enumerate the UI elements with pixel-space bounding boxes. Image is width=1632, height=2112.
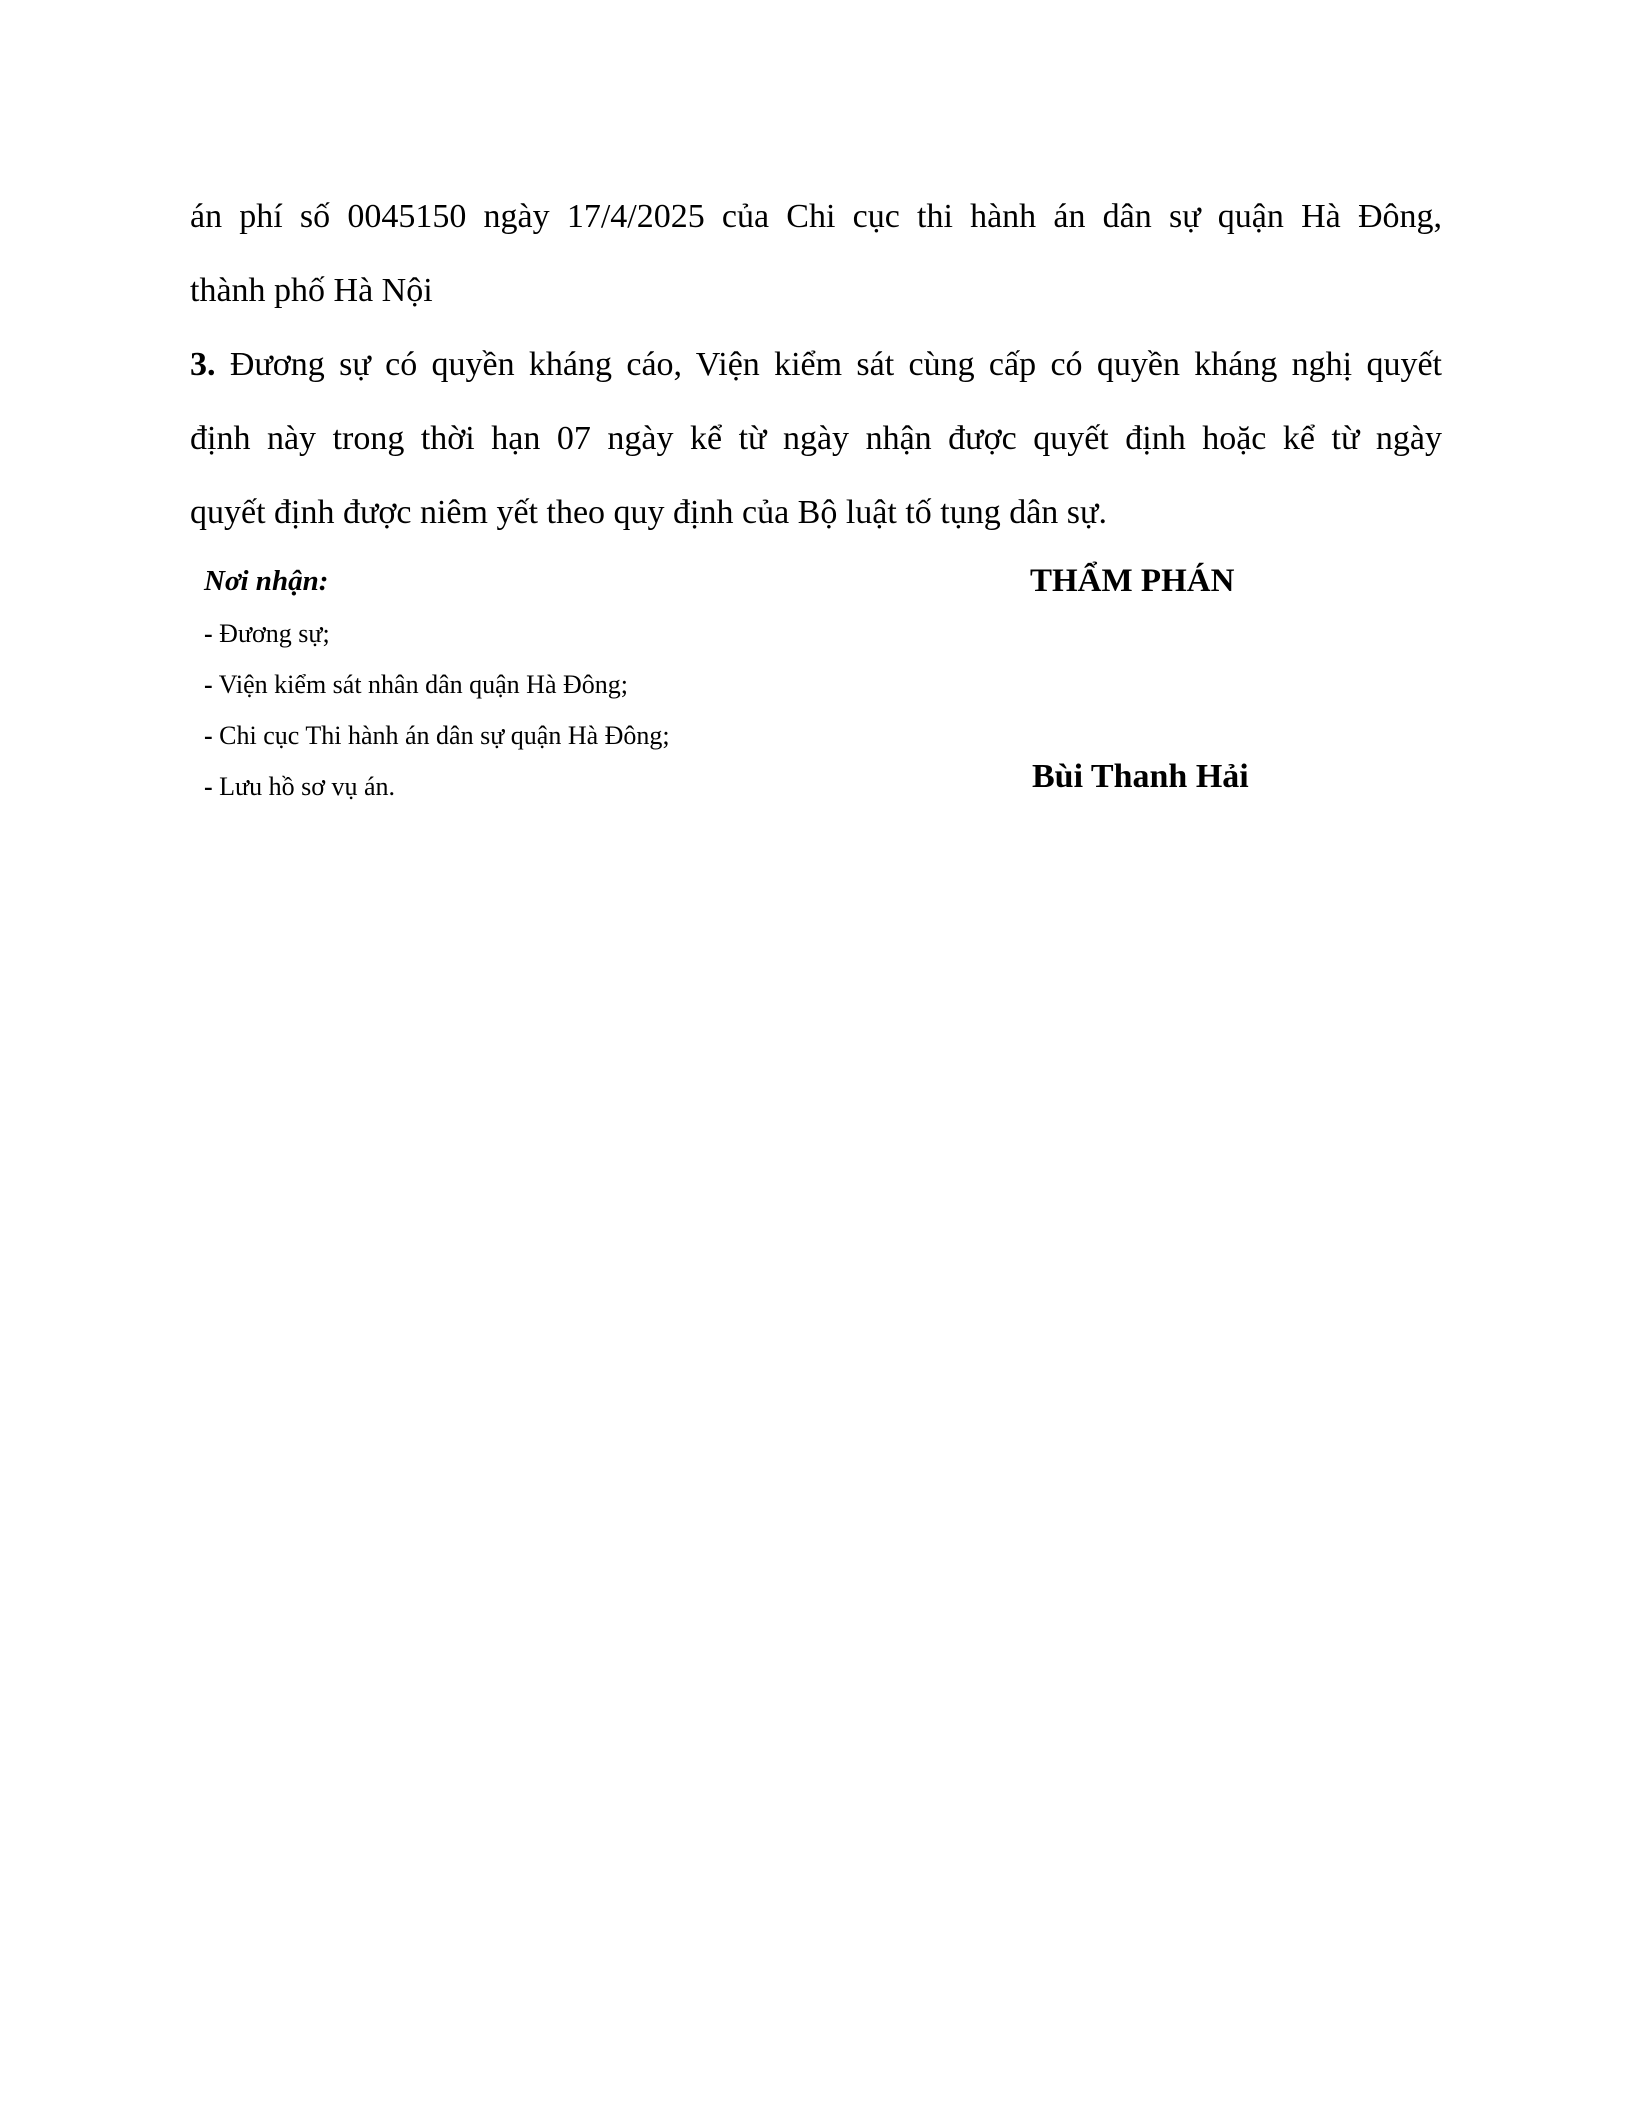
paragraph-line: [190, 328, 1442, 402]
list-item: [204, 761, 824, 812]
recipient-label: Viện kiểm sát nhân dân quận Hà Đông;: [218, 670, 628, 699]
list-dash: -: [204, 619, 213, 648]
list-dash: -: [204, 721, 213, 750]
signature-block: [1030, 556, 1330, 795]
list-item: [204, 608, 824, 659]
recipients-title: Nơi nhận:: [204, 565, 329, 597]
clause-text: Đương sự có quyền kháng cáo, Viện kiểm sát cùng cấp có quyền kháng nghị quyết: [229, 346, 1442, 383]
recipient-label: Lưu hồ sơ vụ án.: [219, 772, 396, 801]
recipients-list: [204, 608, 824, 812]
recipients-block: [204, 556, 824, 812]
judge-title: THẨM PHÁN: [1030, 563, 1235, 599]
paragraph-appeal-rights: [190, 328, 1442, 550]
paragraph-line: quyết định được niêm yết theo quy định của Bộ luật tố tụng dân sự.: [190, 494, 1107, 531]
paragraph-line: định này trong thời hạn 07 ngày kể từ ngày nhận được quyết định hoặc kể từ ngày: [190, 420, 1442, 457]
list-dash: -: [204, 772, 213, 801]
recipient-label: Đương sự;: [219, 619, 330, 648]
paragraph-line: thành phố Hà Nội: [190, 272, 433, 309]
judge-name: Bùi Thanh Hải: [1032, 758, 1249, 795]
paragraph-fee-receipt: [190, 180, 1442, 328]
list-dash: -: [204, 670, 213, 699]
clause-number: 3.: [190, 346, 216, 383]
list-item: [204, 710, 824, 761]
paragraph-line: án phí số 0045150 ngày 17/4/2025 của Chi cục thi hành án dân sự quận Hà Đông,: [190, 198, 1442, 235]
recipient-label: Chi cục Thi hành án dân sự quận Hà Đông;: [219, 721, 670, 750]
list-item: [204, 659, 824, 710]
